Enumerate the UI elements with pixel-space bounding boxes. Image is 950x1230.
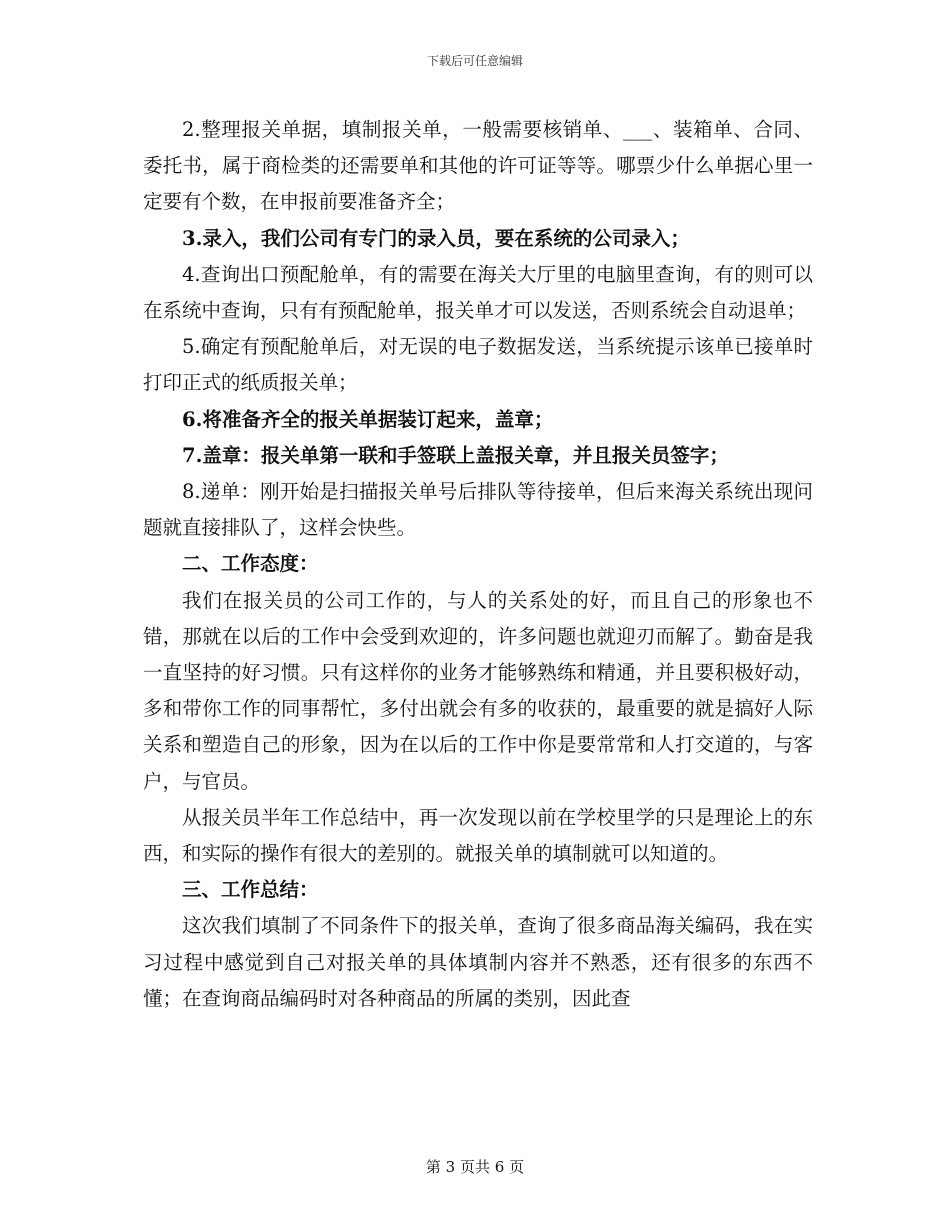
document-body xyxy=(143,112,813,1017)
paragraph-step-2: 2.整理报关单据，填制报关单，一般需要核销单、___、装箱单、合同、委托书，属于商检类的还需要单和其他的许可证等等。哪票少什么单据心里一定要有个数，在申报前要准备齐全； xyxy=(143,118,813,214)
paragraph-step-6: 6.将准备齐全的报关单据装订起来，盖章； xyxy=(182,407,554,431)
page-header: 下载后可任意编辑 xyxy=(426,54,523,68)
section-heading-summary: 三、工作总结： xyxy=(182,878,319,902)
paragraph-step-7: 7.盖章：报关单第一联和手签联上盖报关章，并且报关员签字； xyxy=(182,443,729,467)
paragraph-attitude: 我们在报关员的公司工作的，与人的关系处的好，而且自己的形象也不错，那就在以后的工作中会受到欢迎的，许多问题也就迎刃而解了。勤奋是我一直坚持的好习惯。只有这样你的业务才能够熟练和精通，并且要积极好动，多和带你工作的同事帮忙，多付出就会有多的收获的，最重要的就是搞好人际关系和塑造自己的形象，因为在以后的工作中你是要常常和人打交道的，与客户，与官员。 xyxy=(143,588,813,793)
paragraph-summary: 这次我们填制了不同条件下的报关单，查询了很多商品海关编码，我在实习过程中感觉到自己对报关单的具体填制内容并不熟悉，还有很多的东西不懂；在查询商品编码时对各种商品的所属的类别，因此查 xyxy=(143,914,813,1010)
paragraph-step-3: 3.录入，我们公司有专门的录入员，要在系统的公司录入； xyxy=(182,226,690,250)
paragraph-step-8: 8.递单：刚开始是扫描报关单号后排队等待接单，但后来海关系统出现问题就直接排队了，这样会快些。 xyxy=(143,480,813,540)
section-heading-attitude: 二、工作态度： xyxy=(182,552,319,576)
paragraph-reflection: 从报关员半年工作总结中，再一次发现以前在学校里学的只是理论上的东西，和实际的操作有很大的差别的。就报关单的填制就可以知道的。 xyxy=(143,805,813,866)
page-footer: 第 3 页共 6 页 xyxy=(425,1158,525,1176)
paragraph-step-4: 4.查询出口预配舱单，有的需要在海关大厅里的电脑里查询，有的则可以在系统中查询，只有有预配舱单，报关单才可以发送，否则系统会自动退单； xyxy=(143,262,813,323)
paragraph-step-5: 5.确定有预配舱单后，对无误的电子数据发送，当系统提示该单已接单时打印正式的纸质报关单； xyxy=(143,335,813,395)
